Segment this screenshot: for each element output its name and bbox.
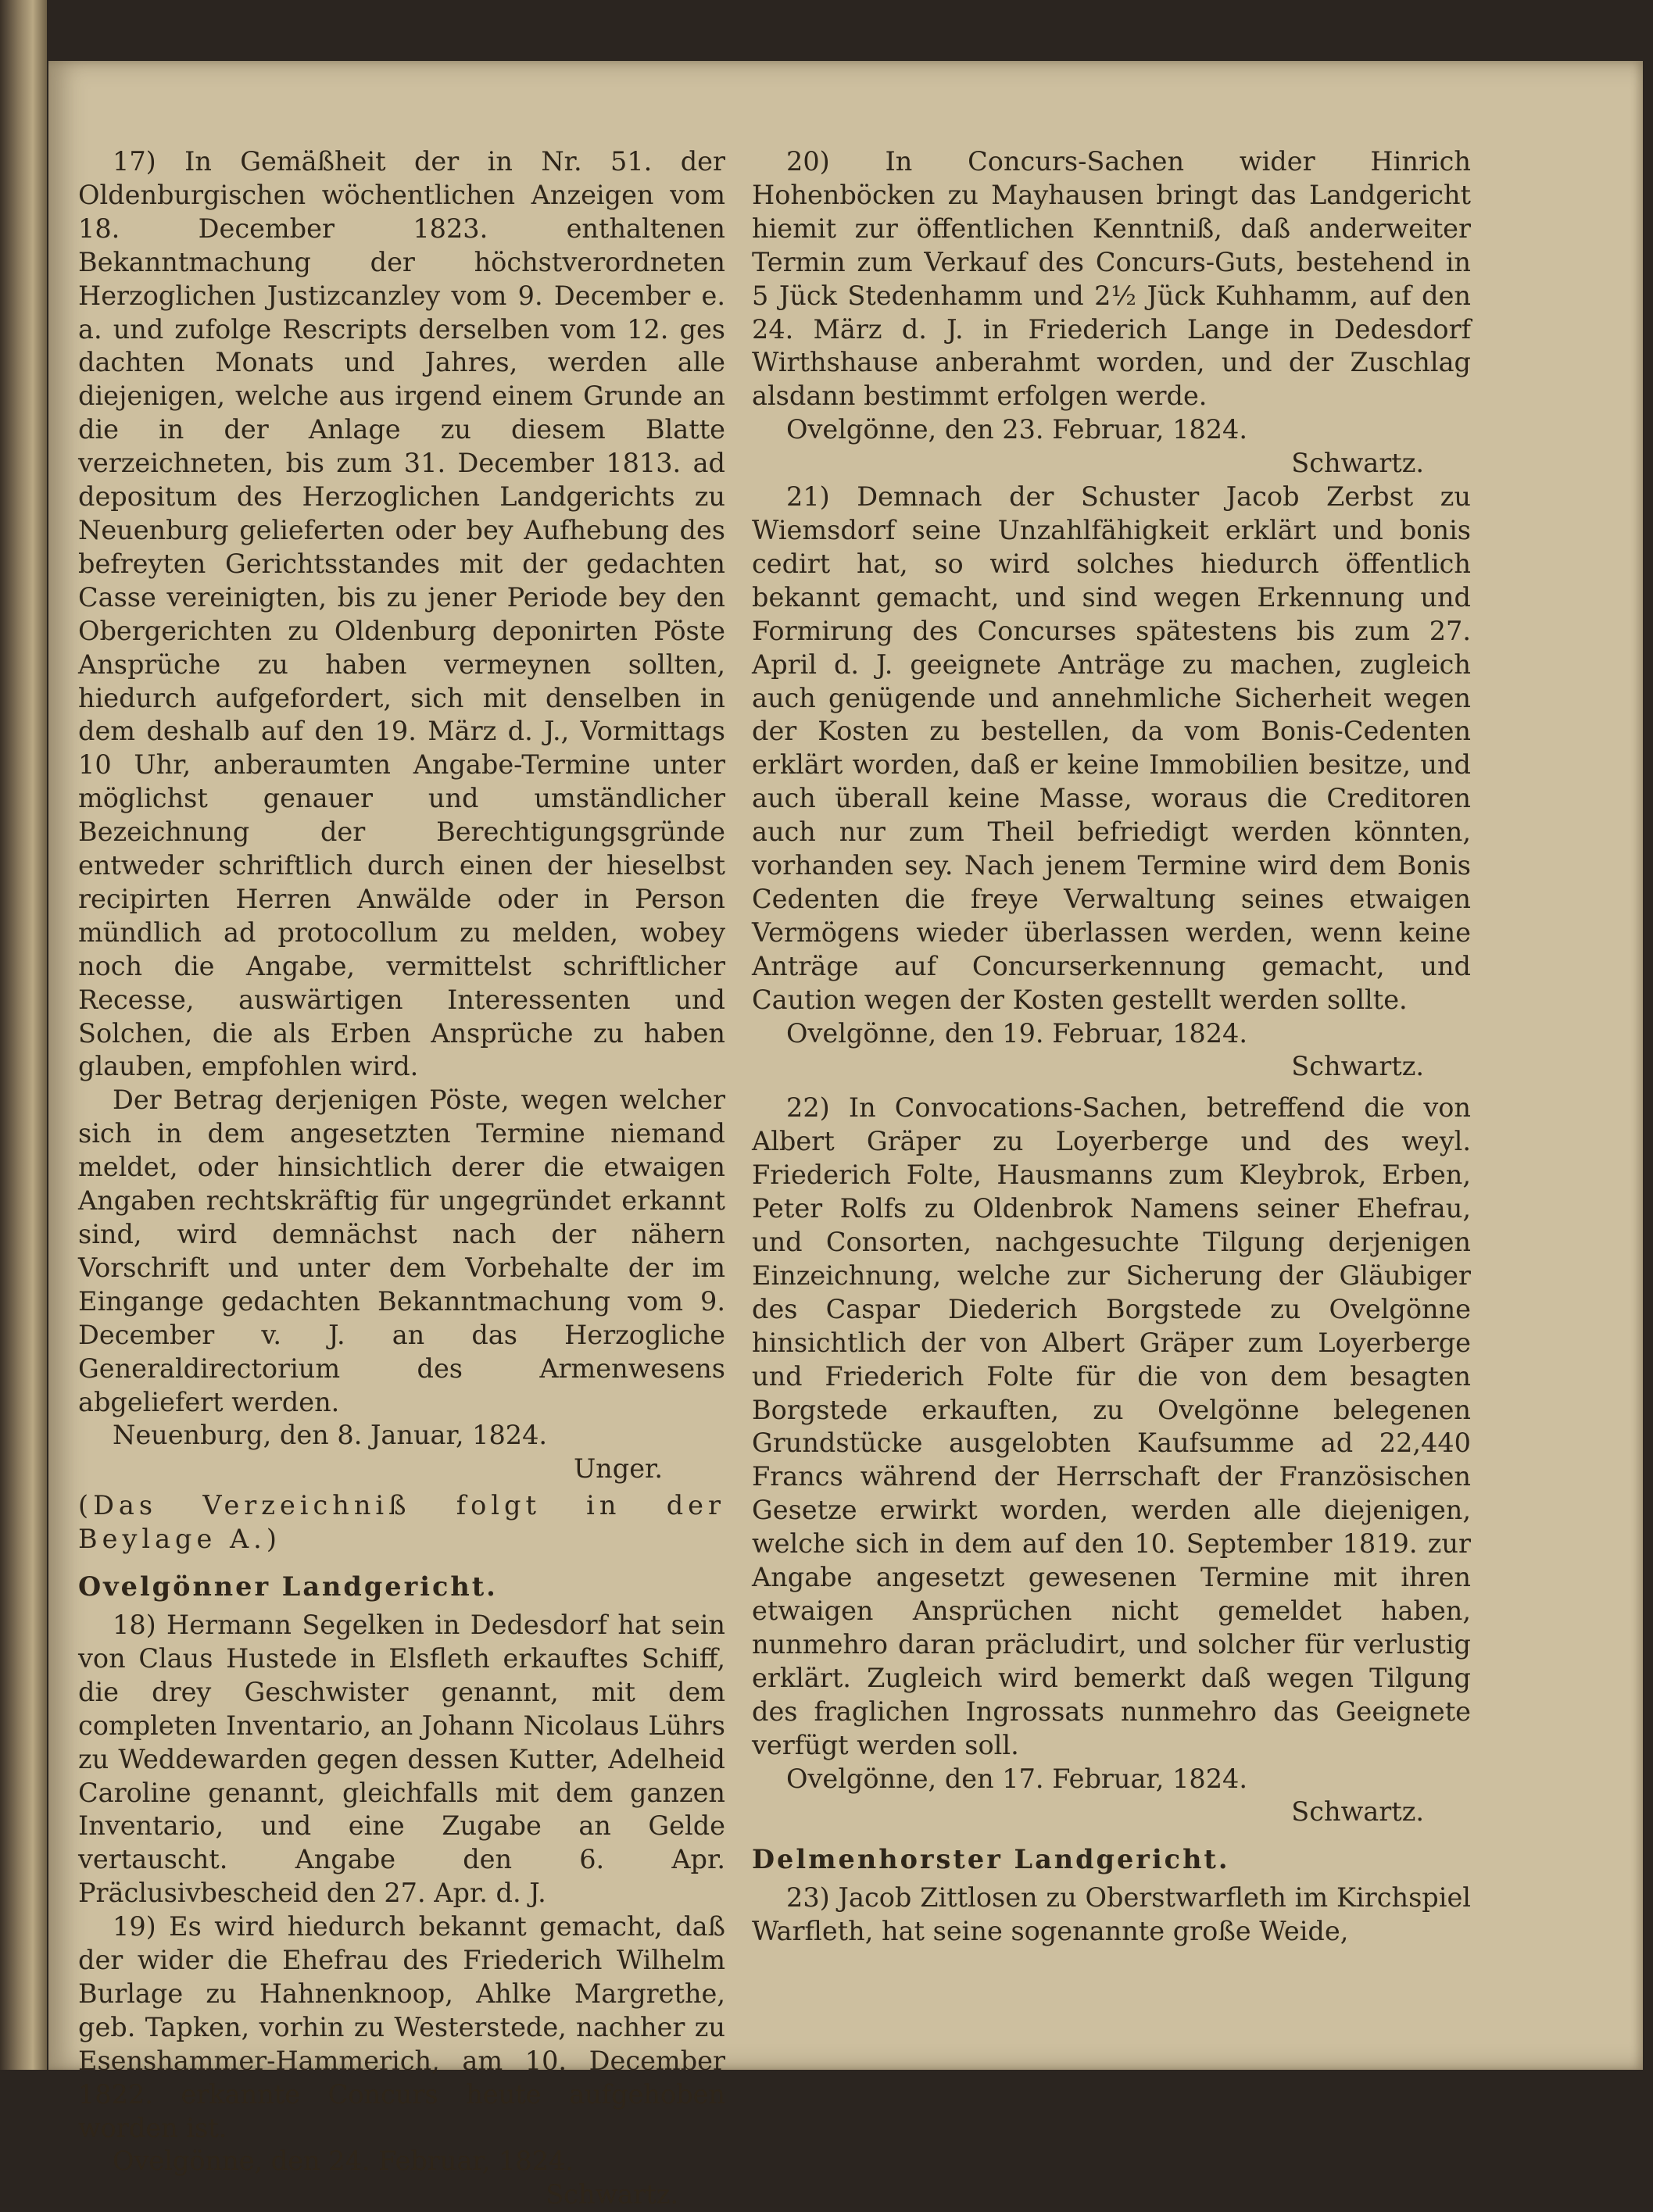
notice-22: 22) In Convocations-Sachen, betreffend die von Albert Gräper zu Loyerberge und des weyl. Friederich Folte, Hausmanns zum Kleybrok, Erben, Peter Rolfs zu Oldenbrok Namens seiner Ehefrau, und Consorten, nachgesuchte Tilgung derjenigen Einzeichnung, welche zur Sicherung der Gläubiger des Caspar Diederich Borgstede zu Ovelgönne hinsichtlich der von Albert Gräper zum Loyerberge und Friederich Folte für die von dem besagten Borgstede erkauften, zu Ovelgönne belegenen Grundstücke ausgelobten Kaufsumme ad 22,440 Francs während der Herrschaft der Französischen Gesetze erwirkt worden, werden alle diejenigen, welche sich in dem auf den 10. September 1819. zur Angabe angesetzt gewesenen Termine mit ihren etwaigen Ansprüchen nicht gemeldet haben, nunmehro daran präcludirt, und solcher für verlustig erklärt. Zugleich wird bemerkt daß wegen Tilgung des fraglichen Ingrossats nunmehro das Geeignete verfügt werden soll.: [752, 1092, 1471, 1760]
signature-17: Unger.: [573, 1453, 663, 1485]
heading-delmenhorst-court: Delmenhorster Landgericht.: [752, 1844, 1230, 1875]
book-binding: [0, 0, 47, 2070]
appendix-note: (Das Verzeichniß folgt in der Beylage A.): [78, 1490, 725, 1555]
signature-21: Schwartz.: [1291, 1051, 1424, 1082]
notice-21: 21) Demnach der Schuster Jacob Zerbst zu Wiemsdorf seine Unzahlfähigkeit erklärt und bonis cedirt hat, so wird solches hiedurch öffentlich bekannt gemacht, und sind wegen Erkennung und Formirung des Concurses spätestens bis zum 27. April d. J. geeignete Anträge zu machen, zugleich auch genügende und annehmliche Sicherheit wegen der Kosten zu bestellen, da vom Bonis-Cedenten erklärt worden, daß er keine Immobilien besitze, und auch überall keine Masse, woraus die Creditoren auch nur zum Theil befriedigt werden könnten, vorhanden sey. Nach jenem Termine wird dem Bonis Cedenten die freye Verwaltung seines etwaigen Vermögens wieder überlassen werden, wenn keine Anträge auf Concurserkennung gemacht, und Caution wegen der Kosten gestellt werden sollte.: [752, 481, 1471, 1015]
place-date-22: Ovelgönne, den 17. Februar, 1824.: [786, 1763, 1248, 1794]
notice-23: 23) Jacob Zittlosen zu Oberstwarfleth im Kirchspiel Warfleth, hat seine sogenannte große Weide,: [752, 1882, 1471, 1947]
place-date-19: Ovelgönne, den 24. Februar, 1824.: [113, 2146, 574, 2177]
heading-ovelgoenne-court: Ovelgönner Landgericht.: [78, 1571, 498, 1603]
signature-20: Schwartz.: [1291, 448, 1424, 479]
place-date-20: Ovelgönne, den 23. Februar, 1824.: [786, 414, 1248, 445]
place-date-17: Neuenburg, den 8. Januar, 1824.: [113, 1420, 548, 1451]
signature-22: Schwartz.: [1291, 1796, 1424, 1828]
notice-19: 19) Es wird hiedurch bekannt gemacht, daß der wider die Ehefrau des Friederich Wilhelm Burlage zu Hahnenknoop, Ahlke Margrethe, geb. Tapken, vorhin zu Westerstede, nachher zu Esenshammer-Hammerich, am 10. December 1822. erkannte Concurs heute aufgehoben worden ist.: [78, 1911, 725, 2143]
notice-17: 17) In Gemäßheit der in Nr. 51. der Oldenburgischen wöchentlichen Anzeigen vom 18. December 1823. enthaltenen Bekanntmachung der höchstverordneten Herzoglichen Justizcanzley vom 9. December e. a. und zufolge Rescripts derselben vom 12. ges dachten Monats und Jahres, werden alle diejenigen, welche aus irgend einem Grunde an die in der Anlage zu diesem Blatte verzeichneten, bis zum 31. December 1813. ad depositum des Herzoglichen Landgerichts zu Neuenburg gelieferten oder bey Aufhebung des befreyten Gerichtsstandes mit der gedachten Casse vereinigten, bis zu jener Periode bey den Obergerichten zu Oldenburg deponirten Pöste Ansprüche zu haben vermeynen sollten, hiedurch aufgefordert, sich mit denselben in dem deshalb auf den 19. März d. J., Vormittags 10 Uhr, anberaumten Angabe-Termine unter möglichst genauer und umständlicher Bezeichnung der Berechtigungsgründe entweder schriftlich durch einen der hieselbst recipirten Herren Anwälde oder in Person mündlich ad protocollum zu melden, wobey noch die Angabe, vermittelst schriftlicher Recesse, auswärtigen Interessenten und Solchen, die als Erben Ansprüche zu haben glauben, empfohlen wird.: [78, 146, 725, 1082]
spacer: [752, 1084, 1471, 1092]
notice-17-continued: Der Betrag derjenigen Pöste, wegen welcher sich in dem angesetzten Termine niemand meldet, oder hinsichtlich derer die etwaigen Angaben rechtskräftig für ungegründet erkannt sind, wird demnächst nach der nähern Vorschrift und unter dem Vorbehalte der im Eingange gedachten Bekanntmachung vom 9. December v. J. an das Herzogliche Generaldirectorium des Armenwesens abgeliefert werden.: [78, 1085, 725, 1417]
left-column: [78, 145, 725, 2212]
notice-18: 18) Hermann Segelken in Dedesdorf hat sein von Claus Hustede in Elsfleth erkauftes Schiff, die drey Geschwister genannt, mit dem completen Inventario, an Johann Nicolaus Lührs zu Weddewarden gegen dessen Kutter, Adelheid Caroline genannt, gleichfalls mit dem ganzen Inventario, und eine Zugabe an Gelde vertauscht. Angabe den 6. Apr. Präclusivbescheid den 27. Apr. d. J.: [78, 1609, 725, 1909]
document-page: [48, 61, 1643, 2210]
place-date-21: Ovelgönne, den 19. Februar, 1824.: [786, 1017, 1248, 1049]
right-column: [752, 145, 1471, 1949]
signature-19: Schwartz.: [546, 2179, 678, 2210]
notice-20: 20) In Concurs-Sachen wider Hinrich Hohenböcken zu Mayhausen bringt das Landgericht hiemit zur öffentlichen Kenntniß, daß anderweiter Termin zum Verkauf des Concurs-Guts, bestehend in 5 Jück Stedenhamm und 2½ Jück Kuhhamm, auf den 24. März d. J. in Friederich Lange in Dedesdorf Wirthshause anberahmt worden, und der Zuschlag alsdann bestimmt erfolgen werde.: [752, 146, 1471, 412]
